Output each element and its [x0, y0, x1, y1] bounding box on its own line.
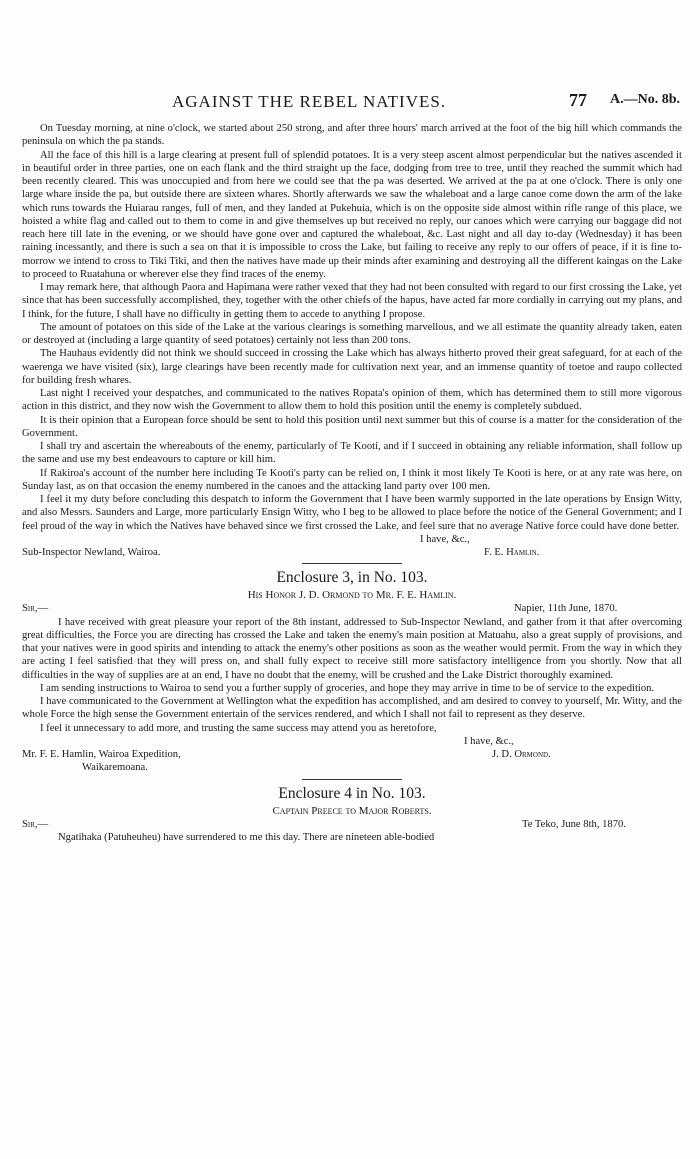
signature: F. E. Hamlin.: [484, 547, 540, 558]
enclosure-heading: Enclosure 4 in No. 103.: [278, 784, 426, 802]
paragraph: I have communicated to the Government at Wellington what the expedition has accomplished, and am desired to convey to yourself, Mr. Witty, and the whole Force the high sense the Government entertain of the services rendered, and which I shall not fail to represent as they deserve.: [22, 696, 682, 721]
addressee: Mr. F. E. Hamlin, Wairoa Expedition,: [22, 749, 181, 760]
paragraph: I have received with great pleasure your report of the 8th instant, addressed to Sub-Inspector Newland, and gather from it that after overcoming great difficulties, the Force you are directing has crossed the Lake and taken the enemy's main position at Matuahu, also a great supply of provisions, and that your natives were in good spirits and intending to attack the enemy's other positions as soon as the weather would permit. From the way in which they are acting I feel satisfied that they will press on, and shall fully expect to receive still more satisfactory intelligence from you shortly. Now that all difficulties in the way of supplies are at an end, I have no doubt that the enemy, will be crushed and the Lake District thoroughly examined.: [22, 616, 682, 681]
paragraph: I feel it my duty before concluding this despatch to inform the Government that I have been warmly supported in the late operations by Ensign Witty, and also Messrs. Saunders and Large, more particularly Ensign Witty, who I beg to be allowed to place before the notice of the General Government; and I feel proud of the way in which the Natives have behaved since we first crossed the Lake, and feel sure that no average Native force could have done better.: [22, 494, 682, 532]
paragraph: I am sending instructions to Wairoa to send you a further supply of groceries, and hope they may arrive in time to be of service to the expedition.: [40, 682, 655, 694]
salutation-line: [22, 818, 682, 831]
enclosure-3: [22, 568, 682, 774]
paragraph: The amount of potatoes on this side of the Lake at the various clearings is something marvellous, and we all estimate the quantity already taken, eaten or destroyed at (including a large quantity of seed potatoes) certainly not less than 200 tons.: [22, 321, 682, 346]
salutation: Sir,—: [22, 818, 49, 830]
signature-line: [22, 546, 682, 559]
paragraph: The Hauhaus evidently did not think we should succeed in crossing the Lake which has always hitherto proved their great safeguard, for at each of the waerenga we have visited (six), large clearings have been recently made for cultivation next year, and an immense quantity of toetoe and raupo collected for building fresh whares.: [22, 348, 682, 386]
salutation: Sir,—: [22, 603, 49, 615]
closing-line: [22, 735, 682, 748]
addressee-line: [22, 761, 682, 774]
paragraph: I may remark here, that although Paora and Hapimana were rather vexed that they had not been consulted with regard to our first crossing the Lake, yet since that has been successfully accomplished, they, together with the other chiefs of the hapus, have acted far more cordially in carrying out my plans, and I think, for the future, I shall have no difficulty in getting them to accede to anything I propose.: [22, 282, 682, 320]
paragraph: On Tuesday morning, at nine o'clock, we started about 250 strong, and after three hours' march arrived at the foot of the big hill which commands the peninsula on which the pa stands.: [22, 123, 682, 148]
paragraph: All the face of this hill is a large clearing at present full of splendid potatoes. It is a very steep ascent almost perpendicular but the natives ascended it in beautiful order in three parties, one on each flank and the third straight up the face, dodging from tree to tree, until they reached the summit which had been recently cleared. This was unoccupied and from here we could see that the pa was deserted. We arrived at the pa at one o'clock. There is only one large whare inside the pa, but outside there are sixteen whares. Shortly afterwards we saw the whaleboat and a large canoe come down the arm of the lake which runs towards the Huiarau ranges, full of men, and they landed at Pukehuia, which is on the opposite side almost within rifle range of this place, we hoisted a white flag and called out to them to come in and give themselves up but received no reply, our canoes which were carrying our baggage did not reach here till late in the evening, or we should have gone over and captured the whaleboat, &c. Last night and all day to-day (Wednesday) it has been raining incessantly, and there is such a sea on that it is impossible to cross the Lake, but failing to receive any reply to our offers of peace, if it is fine to-morrow we intend to cross to Tiki Tiki, and then the natives have made up their minds after examining and destroying all the different kaingas on the Lake to proceed to Ruatahuna or wherever else they find traces of the enemy.: [22, 149, 682, 280]
salutation-line: [22, 602, 682, 615]
section-divider: [302, 563, 402, 564]
signature-line: [22, 748, 682, 761]
closing: I have, &c.,: [464, 735, 514, 747]
running-title: AGAINST THE REBEL NATIVES.: [172, 92, 447, 111]
paragraph: I feel it unnecessary to add more, and trusting the same success may attend you as heretofore,: [40, 722, 437, 734]
paragraph: I shall try and ascertain the whereabouts of the enemy, particularly of Te Kooti, and if I succeed in obtaining any reliable information, shall follow up the same and use my best endeavours to capture or kill him.: [22, 441, 682, 466]
section-divider: [302, 779, 402, 780]
place-date: Napier, 11th June, 1870.: [514, 603, 618, 615]
addressee: Sub-Inspector Newland, Wairoa.: [22, 547, 161, 558]
document-body: [22, 122, 682, 844]
letter-hamlin: [22, 122, 682, 559]
page-header: [22, 92, 682, 116]
paragraph: Last night I received your despatches, and communicated to the natives Ropata's opinion of them, which has determined them to still more vigorous action in this district, and they now wish the Government to allow them to hold this position until the enemy is completely subdued.: [22, 388, 682, 413]
paragraph: If Rakiroa's account of the number here including Te Kooti's party can be relied on, I think it most likely Te Kooti is here, or at any rate was here, on Sunday last, as on that occasion the enemy numbered in the canoes and the attacking land party over 100 men.: [22, 467, 682, 492]
enclosure-4: [22, 784, 682, 845]
closing: I have, &c.,: [420, 533, 470, 545]
paragraph: It is their opinion that a European force should be sent to hold this position until next summer but this of course is a matter for the consideration of the Government.: [22, 414, 682, 439]
enclosure-subheading: Captain Preece to Major Roberts.: [272, 804, 432, 817]
enclosure-heading: Enclosure 3, in No. 103.: [276, 569, 428, 587]
addressee-place: Waikaremoana.: [82, 762, 148, 774]
paper-reference: A.—No. 8b.: [610, 92, 681, 107]
closing-line: [22, 533, 682, 546]
page-number: 77: [569, 90, 587, 110]
paragraph: Ngatihaka (Patuheuheu) have surrendered to me this day. There are nineteen able-bodied: [58, 831, 435, 843]
signature: J. D. Ormond.: [492, 749, 551, 760]
enclosure-subheading: His Honor J. D. Ormond to Mr. F. E. Hamlin.: [247, 589, 457, 602]
place-date: Te Teko, June 8th, 1870.: [522, 818, 626, 830]
